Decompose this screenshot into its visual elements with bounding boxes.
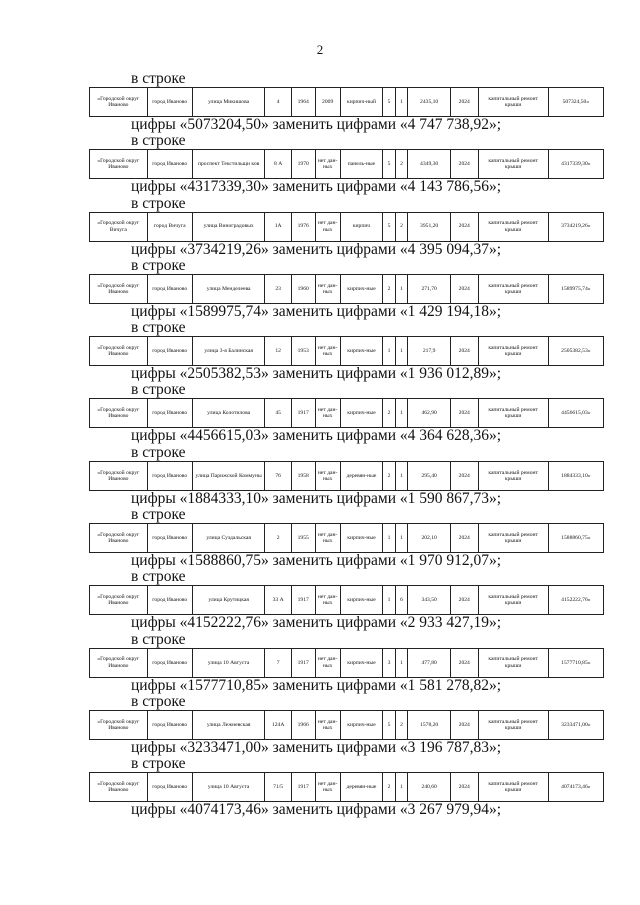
table-cell: город Иваново — [147, 399, 192, 428]
table-cell: «Городской округ Иваново — [90, 150, 148, 179]
table-cell: нет дан-ных — [315, 461, 340, 490]
table-cell: 2 — [383, 773, 396, 802]
table-cell: 3734219,26» — [548, 212, 603, 241]
table-cell: город Иваново — [147, 88, 192, 117]
table-cell: 2024 — [450, 337, 478, 366]
table-cell: 2009 — [315, 88, 340, 117]
table-cell: улица Лежневская — [192, 710, 265, 739]
table-cell: нет дан-ных — [315, 212, 340, 241]
table-cell: капитальный ремонт крыши — [478, 150, 548, 179]
table-cell: город Иваново — [147, 461, 192, 490]
table-cell: 1 — [395, 399, 408, 428]
table-cell: кирпич-ные — [340, 710, 383, 739]
table-cell: капитальный ремонт крыши — [478, 773, 548, 802]
table-cell: 2024 — [450, 524, 478, 553]
in-line-label: в строке — [131, 381, 186, 399]
replacement-text: цифры «4152222,76» заменить цифрами «2 933 427,19»; — [131, 614, 502, 632]
table-cell: 1 — [395, 524, 408, 553]
table-cell: 4074173,46» — [548, 773, 603, 802]
table-cell: 2024 — [450, 88, 478, 117]
table-cell: 1917 — [291, 773, 315, 802]
table-cell: кирпич-ные — [340, 648, 383, 677]
table-cell: 1917 — [291, 586, 315, 615]
table-row — [89, 149, 604, 179]
table-cell: 7 — [265, 648, 291, 677]
table-cell: город Иваново — [147, 586, 192, 615]
table-row — [89, 398, 604, 428]
replacement-text: цифры «1884333,10» заменить цифрами «1 590 867,73»; — [131, 489, 502, 507]
table-cell: 1А — [265, 212, 291, 241]
in-line-label: в строке — [131, 692, 186, 710]
table-cell: нет дан-ных — [315, 524, 340, 553]
table-cell: нет дан-ных — [315, 710, 340, 739]
table-cell: деревян-ные — [340, 461, 383, 490]
table-row — [89, 274, 604, 304]
table-cell: нет дан-ных — [315, 399, 340, 428]
table-cell: город Иваново — [147, 648, 192, 677]
table-cell: 1884333,10» — [548, 461, 603, 490]
table-cell: 2 — [395, 710, 408, 739]
table-cell: нет дан-ных — [315, 586, 340, 615]
table-cell: 1955 — [291, 524, 315, 553]
table-cell: 1970 — [291, 150, 315, 179]
amendment-block — [0, 507, 640, 569]
table-cell: 2505382,53» — [548, 337, 603, 366]
in-line-label: в строке — [131, 194, 186, 212]
amendment-list — [0, 71, 640, 819]
table-cell: нет дан-ных — [315, 150, 340, 179]
table-cell: 8 А — [265, 150, 291, 179]
table-cell: капитальный ремонт крыши — [478, 88, 548, 117]
table-cell: «Городской округ Иваново — [90, 274, 148, 303]
table-cell: проспект Текстильщи ков — [192, 150, 265, 179]
replacement-text: цифры «2505382,53» заменить цифрами «1 936 012,89»; — [131, 365, 502, 383]
table-cell: нет дан-ных — [315, 648, 340, 677]
table-cell: панель-ные — [340, 150, 383, 179]
table-cell: «Городской округ Иваново — [90, 710, 148, 739]
table-cell: 1960 — [291, 274, 315, 303]
table-cell: город Иваново — [147, 337, 192, 366]
table-cell: 1966 — [291, 710, 315, 739]
in-line-label: в строке — [131, 755, 186, 773]
table-cell: 2024 — [450, 212, 478, 241]
table-cell: улица 3-я Балинская — [192, 337, 265, 366]
table-cell: улица Суздальская — [192, 524, 265, 553]
table-cell: 1578,20 — [408, 710, 451, 739]
table-cell: капитальный ремонт крыши — [478, 586, 548, 615]
table-cell: 295,40 — [408, 461, 451, 490]
table-cell: улица Микишова — [192, 88, 265, 117]
table-cell: 1 — [395, 337, 408, 366]
table-row — [89, 710, 604, 740]
table-cell: нет дан-ных — [315, 337, 340, 366]
table-row — [89, 523, 604, 553]
table-cell: 343,50 — [408, 586, 451, 615]
table-row — [89, 336, 604, 366]
replacement-text: цифры «3734219,26» заменить цифрами «4 395 094,37»; — [131, 240, 502, 258]
table-cell: капитальный ремонт крыши — [478, 461, 548, 490]
table-cell: 1 — [383, 586, 396, 615]
table-cell: 33 А — [265, 586, 291, 615]
table-cell: кирпич-ные — [340, 524, 383, 553]
table-cell: 45 — [265, 399, 291, 428]
table-cell: 1 — [383, 524, 396, 553]
table-cell: «Городской округ Вичуга — [90, 212, 148, 241]
amendment-block — [0, 133, 640, 195]
table-cell: 2 — [383, 399, 396, 428]
replacement-text: цифры «1588860,75» заменить цифрами «1 970 912,07»; — [131, 552, 502, 570]
table-cell: 1 — [395, 773, 408, 802]
table-cell: 2024 — [450, 710, 478, 739]
table-cell: 1917 — [291, 399, 315, 428]
table-cell: кирпич-ные — [340, 274, 383, 303]
table-cell: 1917 — [291, 648, 315, 677]
table-cell: «Городской округ Иваново — [90, 773, 148, 802]
table-cell: 1 — [395, 648, 408, 677]
table-cell: капитальный ремонт крыши — [478, 710, 548, 739]
replacement-text: цифры «1577710,85» заменить цифрами «1 581 278,82»; — [131, 676, 502, 694]
table-cell: город Иваново — [147, 274, 192, 303]
table-cell: 5 — [383, 88, 396, 117]
table-cell: «Городской округ Иваново — [90, 586, 148, 615]
table-cell: город Иваново — [147, 773, 192, 802]
table-cell: 2024 — [450, 274, 478, 303]
table-cell: кирпич-ные — [340, 399, 383, 428]
table-cell: «Городской округ Иваново — [90, 337, 148, 366]
table-cell: 3951,20 — [408, 212, 451, 241]
in-line-label: в строке — [131, 256, 186, 274]
table-row — [89, 212, 604, 242]
table-cell: капитальный ремонт крыши — [478, 274, 548, 303]
table-cell: город Иваново — [147, 710, 192, 739]
table-cell: 1 — [383, 337, 396, 366]
table-cell: 1 — [395, 274, 408, 303]
table-cell: «Городской округ Иваново — [90, 88, 148, 117]
table-cell: 76 — [265, 461, 291, 490]
table-cell: «Городской округ Иваново — [90, 399, 148, 428]
replacement-text: цифры «1589975,74» заменить цифрами «1 429 194,18»; — [131, 302, 502, 320]
table-cell: 240,60 — [408, 773, 451, 802]
amendment-block — [0, 71, 640, 133]
table-cell: улица Колотилова — [192, 399, 265, 428]
in-line-label: в строке — [131, 630, 186, 648]
table-cell: капитальный ремонт крыши — [478, 212, 548, 241]
in-line-label: в строке — [131, 319, 186, 337]
table-row — [89, 461, 604, 491]
page-number: 2 — [316, 42, 324, 57]
table-cell: улица Виноградовых — [192, 212, 265, 241]
table-cell: 1588860,75» — [548, 524, 603, 553]
table-cell: капитальный ремонт крыши — [478, 337, 548, 366]
table-cell: 4317339,30» — [548, 150, 603, 179]
table-cell: деревян-ные — [340, 773, 383, 802]
table-cell: 1953 — [291, 337, 315, 366]
table-cell: нет дан-ных — [315, 274, 340, 303]
table-cell: 507324,50» — [548, 88, 603, 117]
amendment-block — [0, 320, 640, 382]
table-row — [89, 648, 604, 678]
amendment-block — [0, 756, 640, 818]
table-cell: 71/5 — [265, 773, 291, 802]
table-cell: 3233471,00» — [548, 710, 603, 739]
table-cell: «Городской округ Иваново — [90, 524, 148, 553]
table-cell: 2024 — [450, 399, 478, 428]
table-cell: 1589975,74» — [548, 274, 603, 303]
table-cell: 217,9 — [408, 337, 451, 366]
replacement-text: цифры «4074173,46» заменить цифрами «3 267 979,94»; — [131, 801, 502, 819]
table-cell: 4456615,03» — [548, 399, 603, 428]
in-line-label: в строке — [131, 70, 186, 87]
table-cell: капитальный ремонт крыши — [478, 648, 548, 677]
amendment-block — [0, 196, 640, 258]
table-cell: 5 — [383, 212, 396, 241]
table-cell: 2 — [383, 274, 396, 303]
table-cell: 2435,10 — [408, 88, 451, 117]
table-cell: 1577710,85» — [548, 648, 603, 677]
table-cell: 2024 — [450, 586, 478, 615]
replacement-text: цифры «5073204,50» заменить цифрами «4 747 738,92»; — [131, 116, 502, 133]
table-cell: кирпич-ный — [340, 88, 383, 117]
table-cell: кирпич-ные — [340, 586, 383, 615]
table-cell: 2 — [395, 150, 408, 179]
table-cell: улица 10 Августа — [192, 648, 265, 677]
in-line-label: в строке — [131, 443, 186, 461]
amendment-block — [0, 694, 640, 756]
table-cell: 271,70 — [408, 274, 451, 303]
table-cell: город Иваново — [147, 150, 192, 179]
table-cell: 2 — [265, 524, 291, 553]
table-cell: кирпич — [340, 212, 383, 241]
table-cell: 23 — [265, 274, 291, 303]
table-cell: 124А — [265, 710, 291, 739]
table-cell: улица Крутицкая — [192, 586, 265, 615]
table-cell: улица 10 Августа — [192, 773, 265, 802]
table-cell: капитальный ремонт крыши — [478, 399, 548, 428]
replacement-text: цифры «3233471,00» заменить цифрами «3 196 787,83»; — [131, 738, 502, 756]
table-cell: капитальный ремонт крыши — [478, 524, 548, 553]
replacement-text: цифры «4317339,30» заменить цифрами «4 143 786,56»; — [131, 178, 502, 196]
amendment-block — [0, 569, 640, 631]
amendment-block — [0, 258, 640, 320]
table-cell: 462,90 — [408, 399, 451, 428]
in-line-label: в строке — [131, 506, 186, 524]
table-cell: 477,80 — [408, 648, 451, 677]
table-cell: 12 — [265, 337, 291, 366]
table-cell: 6 — [395, 586, 408, 615]
table-row — [89, 772, 604, 802]
table-cell: 202,10 — [408, 524, 451, 553]
table-cell: 4 — [265, 88, 291, 117]
table-cell: 2024 — [450, 773, 478, 802]
table-cell: 5 — [383, 710, 396, 739]
replacement-text: цифры «4456615,03» заменить цифрами «4 364 628,36»; — [131, 427, 502, 445]
amendment-block — [0, 632, 640, 694]
table-cell: кирпич-ные — [340, 337, 383, 366]
table-cell: 4349,30 — [408, 150, 451, 179]
amendment-block — [0, 382, 640, 444]
table-cell: нет дан-ных — [315, 773, 340, 802]
table-cell: 2 — [383, 461, 396, 490]
table-cell: 2024 — [450, 648, 478, 677]
table-cell: 3 — [383, 648, 396, 677]
table-cell: город Вичуга — [147, 212, 192, 241]
table-cell: 1 — [395, 88, 408, 117]
table-cell: 5 — [383, 150, 396, 179]
table-cell: 1976 — [291, 212, 315, 241]
table-cell: 2 — [395, 212, 408, 241]
table-cell: 1 — [395, 461, 408, 490]
in-line-label: в строке — [131, 132, 186, 150]
table-cell: 2024 — [450, 461, 478, 490]
table-cell: улица Парижской Коммуны — [192, 461, 265, 490]
table-cell: 2024 — [450, 150, 478, 179]
amendment-block — [0, 445, 640, 507]
table-cell: 4152222,76» — [548, 586, 603, 615]
table-cell: город Иваново — [147, 524, 192, 553]
table-cell: «Городской округ Иваново — [90, 648, 148, 677]
table-row — [89, 585, 604, 615]
table-cell: улица Менделеева — [192, 274, 265, 303]
table-cell: 1958 — [291, 461, 315, 490]
table-row — [89, 87, 604, 117]
in-line-label: в строке — [131, 568, 186, 586]
table-cell: «Городской округ Иваново — [90, 461, 148, 490]
table-cell: 1964 — [291, 88, 315, 117]
